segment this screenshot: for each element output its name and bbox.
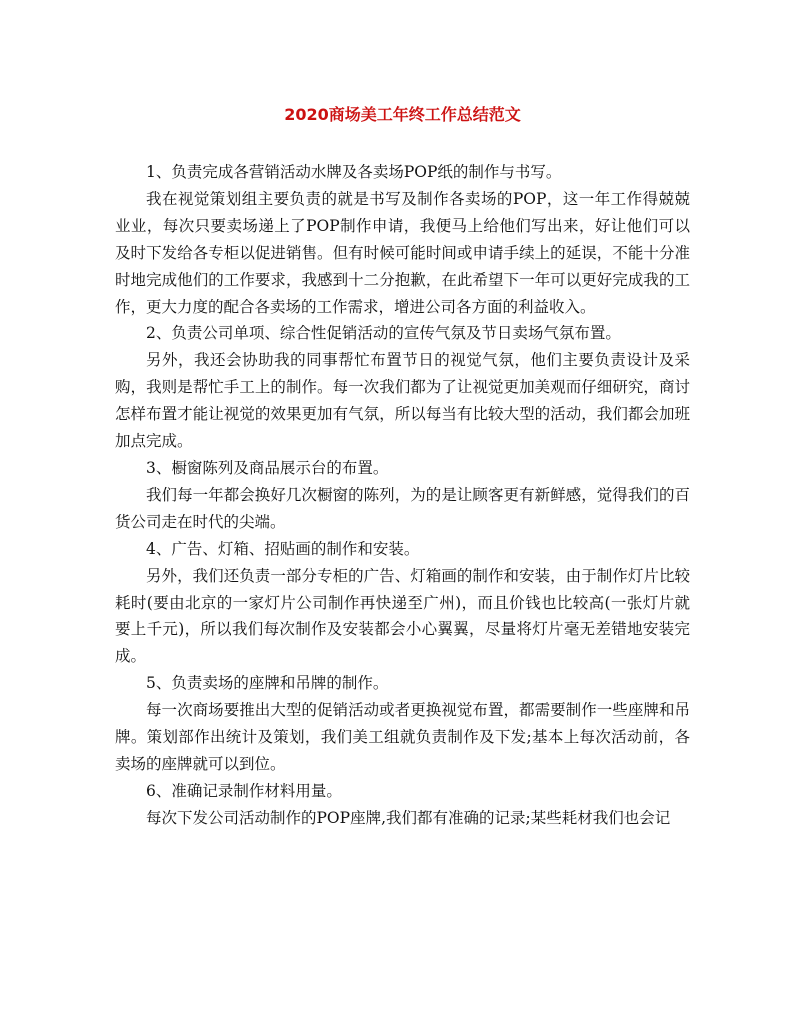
paragraph-10: 每一次商场要推出大型的促销活动或者更换视觉布置，都需要制作一些座牌和吊牌。策划部作出统计及策划，我们美工组就负责制作及下发;基本上每次活动前，各卖场的座牌就可以到位。	[115, 701, 690, 773]
paragraph-8: 另外，我们还负责一部分专柜的广告、灯箱画的制作和安装，由于制作灯片比较耗时(要由北京的一家灯片公司制作再快递至广州)，而且价钱也比较高(一张灯片就要上千元)，所以我们每次制作及安装都会小心翼翼，尽量将灯片毫无差错地安装完成。	[115, 566, 690, 666]
paragraph-2: 我在视觉策划组主要负责的就是书写及制作各卖场的POP，这一年工作得兢兢业业，每次只要卖场递上了POP制作申请，我便马上给他们写出来，好让他们可以及时下发给各专柜以促进销售。但有时候可能时间或申请手续上的延误，不能十分准时地完成他们的工作要求，我感到十二分抱歉，在此希望下一年可以更好完成我的工作，更大力度的配合各卖场的工作需求，增进公司各方面的利益收入。	[115, 189, 690, 316]
paragraph-5: 3、橱窗陈列及商品展示台的布置。	[146, 458, 389, 477]
document-title: 2020商场美工年终工作总结范文	[284, 105, 521, 124]
paragraph-6: 我们每一年都会换好几次橱窗的陈列，为的是让顾客更有新鲜感，觉得我们的百货公司走在时代的尖端。	[115, 485, 690, 531]
paragraph-11: 6、准确记录制作材料用量。	[146, 781, 342, 800]
paragraph-12: 每次下发公司活动制作的POP座牌,我们都有准确的记录;某些耗材我们也会记	[146, 808, 671, 827]
paragraph-3: 2、负责公司单项、综合性促销活动的宣传气氛及节日卖场气氛布置。	[146, 324, 621, 343]
paragraph-9: 5、负责卖场的座牌和吊牌的制作。	[146, 674, 389, 693]
paragraph-4: 另外，我还会协助我的同事帮忙布置节日的视觉气氛，他们主要负责设计及采购，我则是帮忙手工上的制作。每一次我们都为了让视觉更加美观而仔细研究，商讨怎样布置才能让视觉的效果更加有气氛，所以每当有比较大型的活动，我们都会加班加点完成。	[115, 351, 690, 451]
paragraph-1: 1、负责完成各营销活动水牌及各卖场POP纸的制作与书写。	[146, 163, 562, 181]
paragraph-7: 4、广告、灯箱、招贴画的制作和安装。	[146, 539, 420, 558]
document-body	[115, 159, 690, 832]
document-page	[115, 0, 690, 1035]
